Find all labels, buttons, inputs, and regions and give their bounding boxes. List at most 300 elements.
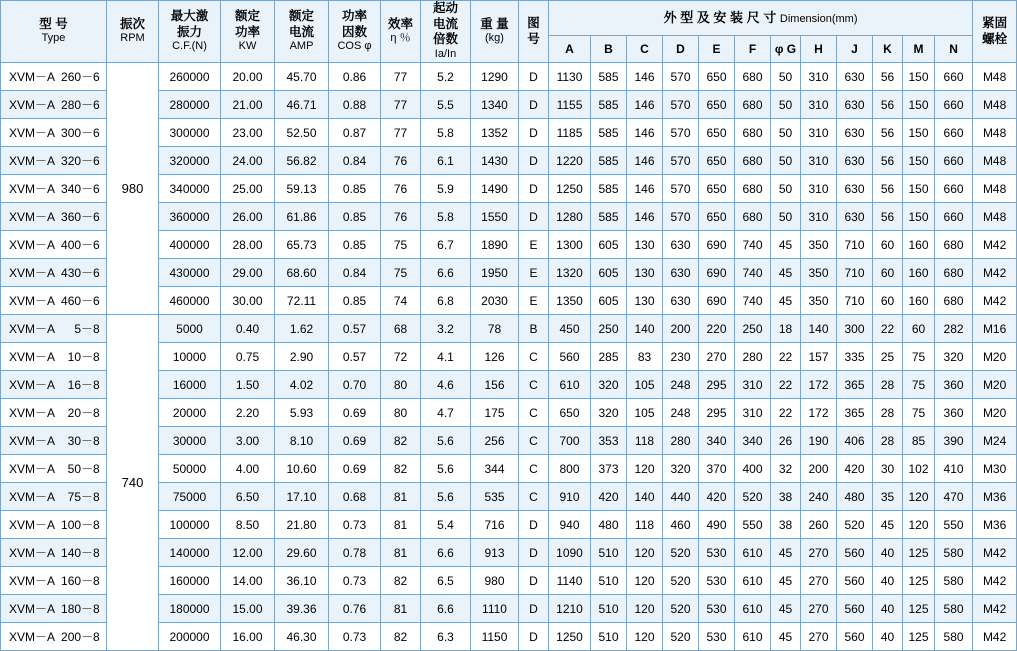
cell-dim-n: 470: [935, 483, 973, 511]
cell-efficiency: 74: [381, 287, 421, 315]
cell-dim-j: 335: [837, 343, 873, 371]
cell-dim-c: 118: [627, 427, 663, 455]
cell-centrifugal-force: 300000: [159, 119, 221, 147]
cell-power-factor: 0.78: [329, 539, 381, 567]
cell-bolt: M20: [973, 343, 1017, 371]
cell-type: XVM－A 20－8: [1, 399, 107, 427]
cell-start-current-ratio: 5.6: [421, 427, 471, 455]
cell-bolt: M36: [973, 511, 1017, 539]
cell-power: 0.40: [221, 315, 275, 343]
cell-dim-b: 320: [591, 399, 627, 427]
cell-figure: E: [519, 287, 549, 315]
cell-dim-b: 373: [591, 455, 627, 483]
cell-efficiency: 81: [381, 595, 421, 623]
cell-type: XVM－A 300－6: [1, 119, 107, 147]
cell-dim-f: 680: [735, 175, 771, 203]
cell-start-current-ratio: 4.7: [421, 399, 471, 427]
cell-dim-h: 157: [801, 343, 837, 371]
cell-current: 56.82: [275, 147, 329, 175]
cell-centrifugal-force: 320000: [159, 147, 221, 175]
cell-dim-b: 353: [591, 427, 627, 455]
cell-current: 39.36: [275, 595, 329, 623]
cell-dim-n: 660: [935, 147, 973, 175]
cell-centrifugal-force: 460000: [159, 287, 221, 315]
cell-dim-a: 1350: [549, 287, 591, 315]
cell-dim-f: 610: [735, 623, 771, 651]
cell-dim-b: 585: [591, 119, 627, 147]
cell-power-factor: 0.86: [329, 63, 381, 91]
cell-dim-m: 75: [903, 371, 935, 399]
cell-start-current-ratio: 6.6: [421, 595, 471, 623]
cell-dim-m: 150: [903, 147, 935, 175]
cell-weight: 256: [471, 427, 519, 455]
cell-weight: 1430: [471, 147, 519, 175]
cell-dim-e: 650: [699, 63, 735, 91]
cell-dim-h: 200: [801, 455, 837, 483]
cell-power: 16.00: [221, 623, 275, 651]
cell-dim-m: 125: [903, 539, 935, 567]
cell-dim-e: 530: [699, 539, 735, 567]
cell-type: XVM－A 200－8: [1, 623, 107, 651]
cell-efficiency: 77: [381, 63, 421, 91]
cell-dim-g: 26: [771, 427, 801, 455]
cell-dim-a: 1280: [549, 203, 591, 231]
cell-weight: 1550: [471, 203, 519, 231]
cell-dim-a: 700: [549, 427, 591, 455]
cell-dim-a: 1155: [549, 91, 591, 119]
cell-power: 26.00: [221, 203, 275, 231]
cell-dim-h: 240: [801, 483, 837, 511]
cell-dim-f: 740: [735, 287, 771, 315]
cell-figure: D: [519, 175, 549, 203]
cell-bolt: M48: [973, 175, 1017, 203]
cell-power: 1.50: [221, 371, 275, 399]
cell-weight: 175: [471, 399, 519, 427]
cell-figure: D: [519, 623, 549, 651]
cell-power-factor: 0.68: [329, 483, 381, 511]
cell-dim-e: 270: [699, 343, 735, 371]
cell-dim-k: 56: [873, 147, 903, 175]
cell-type: XVM－A 50－8: [1, 455, 107, 483]
cell-dim-m: 150: [903, 91, 935, 119]
cell-efficiency: 80: [381, 399, 421, 427]
cell-power-factor: 0.85: [329, 203, 381, 231]
cell-efficiency: 81: [381, 511, 421, 539]
cell-dim-g: 50: [771, 119, 801, 147]
cell-power: 12.00: [221, 539, 275, 567]
cell-dim-j: 560: [837, 539, 873, 567]
cell-current: 72.11: [275, 287, 329, 315]
cell-start-current-ratio: 6.3: [421, 623, 471, 651]
cell-dim-k: 60: [873, 287, 903, 315]
cell-dim-k: 22: [873, 315, 903, 343]
cell-current: 1.62: [275, 315, 329, 343]
cell-figure: D: [519, 63, 549, 91]
cell-dim-n: 550: [935, 511, 973, 539]
cell-type: XVM－A 460－6: [1, 287, 107, 315]
cell-dim-f: 680: [735, 119, 771, 147]
dim-col-h: H: [801, 36, 837, 63]
cell-dim-g: 50: [771, 203, 801, 231]
cell-type: XVM－A 75－8: [1, 483, 107, 511]
cell-dim-j: 365: [837, 399, 873, 427]
cell-centrifugal-force: 75000: [159, 483, 221, 511]
cell-dim-k: 40: [873, 595, 903, 623]
cell-dim-d: 630: [663, 259, 699, 287]
cell-efficiency: 76: [381, 175, 421, 203]
dim-col-d: D: [663, 36, 699, 63]
cell-dim-g: 18: [771, 315, 801, 343]
cell-dim-d: 248: [663, 399, 699, 427]
cell-bolt: M42: [973, 567, 1017, 595]
cell-type: XVM－A 100－8: [1, 511, 107, 539]
cell-dim-m: 160: [903, 287, 935, 315]
cell-dim-d: 570: [663, 203, 699, 231]
cell-dim-j: 300: [837, 315, 873, 343]
cell-power-factor: 0.57: [329, 315, 381, 343]
cell-dim-j: 630: [837, 119, 873, 147]
dim-col-a: A: [549, 36, 591, 63]
cell-dim-m: 102: [903, 455, 935, 483]
cell-dim-f: 340: [735, 427, 771, 455]
cell-power-factor: 0.69: [329, 399, 381, 427]
cell-dim-c: 146: [627, 119, 663, 147]
cell-efficiency: 81: [381, 539, 421, 567]
cell-dim-d: 460: [663, 511, 699, 539]
cell-figure: C: [519, 427, 549, 455]
cell-dim-m: 160: [903, 231, 935, 259]
cell-type: XVM－A 320－6: [1, 147, 107, 175]
cell-current: 21.80: [275, 511, 329, 539]
cell-dim-f: 680: [735, 91, 771, 119]
cell-dim-a: 1250: [549, 623, 591, 651]
cell-efficiency: 80: [381, 371, 421, 399]
cell-power: 2.20: [221, 399, 275, 427]
cell-dim-c: 140: [627, 315, 663, 343]
cell-power-factor: 0.85: [329, 287, 381, 315]
cell-dim-d: 440: [663, 483, 699, 511]
cell-dim-g: 22: [771, 399, 801, 427]
cell-power-factor: 0.69: [329, 455, 381, 483]
cell-dim-h: 270: [801, 595, 837, 623]
dim-col-k: K: [873, 36, 903, 63]
cell-dim-h: 172: [801, 371, 837, 399]
cell-start-current-ratio: 5.8: [421, 119, 471, 147]
cell-dim-j: 630: [837, 147, 873, 175]
cell-start-current-ratio: 6.1: [421, 147, 471, 175]
cell-dim-c: 105: [627, 371, 663, 399]
cell-dim-e: 370: [699, 455, 735, 483]
cell-dim-j: 630: [837, 63, 873, 91]
cell-bolt: M48: [973, 91, 1017, 119]
cell-dim-h: 260: [801, 511, 837, 539]
cell-dim-e: 530: [699, 623, 735, 651]
cell-type: XVM－A 280－6: [1, 91, 107, 119]
cell-bolt: M30: [973, 455, 1017, 483]
cell-start-current-ratio: 5.9: [421, 175, 471, 203]
cell-bolt: M20: [973, 399, 1017, 427]
cell-dim-b: 585: [591, 175, 627, 203]
cell-start-current-ratio: 4.1: [421, 343, 471, 371]
col-power-factor: 功率 因数 COS φ: [329, 1, 381, 63]
cell-dim-c: 130: [627, 287, 663, 315]
cell-dim-e: 295: [699, 399, 735, 427]
cell-dim-n: 660: [935, 175, 973, 203]
cell-dim-k: 40: [873, 539, 903, 567]
cell-dim-f: 310: [735, 399, 771, 427]
cell-dim-d: 520: [663, 539, 699, 567]
cell-dim-e: 490: [699, 511, 735, 539]
cell-centrifugal-force: 10000: [159, 343, 221, 371]
cell-figure: C: [519, 483, 549, 511]
cell-dim-f: 740: [735, 231, 771, 259]
cell-bolt: M16: [973, 315, 1017, 343]
cell-dim-c: 120: [627, 539, 663, 567]
cell-current: 10.60: [275, 455, 329, 483]
cell-dim-e: 650: [699, 175, 735, 203]
cell-dim-j: 560: [837, 567, 873, 595]
cell-power: 24.00: [221, 147, 275, 175]
cell-dim-f: 250: [735, 315, 771, 343]
cell-centrifugal-force: 5000: [159, 315, 221, 343]
cell-power-factor: 0.73: [329, 623, 381, 651]
cell-dim-h: 190: [801, 427, 837, 455]
cell-power: 29.00: [221, 259, 275, 287]
cell-current: 45.70: [275, 63, 329, 91]
cell-dim-b: 605: [591, 287, 627, 315]
cell-dim-n: 680: [935, 231, 973, 259]
cell-power-factor: 0.76: [329, 595, 381, 623]
cell-dim-g: 22: [771, 343, 801, 371]
cell-centrifugal-force: 260000: [159, 63, 221, 91]
cell-dim-m: 75: [903, 399, 935, 427]
cell-dim-b: 285: [591, 343, 627, 371]
cell-bolt: M24: [973, 427, 1017, 455]
cell-dim-a: 1320: [549, 259, 591, 287]
cell-weight: 344: [471, 455, 519, 483]
cell-power: 6.50: [221, 483, 275, 511]
cell-type: XVM－A 400－6: [1, 231, 107, 259]
cell-dim-h: 270: [801, 567, 837, 595]
cell-figure: D: [519, 147, 549, 175]
cell-dim-a: 800: [549, 455, 591, 483]
cell-dim-e: 650: [699, 147, 735, 175]
dim-col-f: F: [735, 36, 771, 63]
cell-dim-h: 310: [801, 63, 837, 91]
cell-dim-n: 660: [935, 91, 973, 119]
cell-dim-k: 25: [873, 343, 903, 371]
cell-type: XVM－A 140－8: [1, 539, 107, 567]
cell-efficiency: 76: [381, 203, 421, 231]
cell-weight: 156: [471, 371, 519, 399]
cell-power: 23.00: [221, 119, 275, 147]
cell-start-current-ratio: 4.6: [421, 371, 471, 399]
cell-bolt: M42: [973, 287, 1017, 315]
cell-power-factor: 0.70: [329, 371, 381, 399]
cell-dim-b: 510: [591, 539, 627, 567]
col-dimension-group: 外 型 及 安 装 尺 寸 Dimension(mm): [549, 1, 973, 36]
cell-efficiency: 82: [381, 623, 421, 651]
cell-current: 5.93: [275, 399, 329, 427]
cell-dim-f: 680: [735, 63, 771, 91]
cell-dim-j: 406: [837, 427, 873, 455]
cell-dim-k: 56: [873, 119, 903, 147]
cell-dim-e: 530: [699, 595, 735, 623]
cell-dim-c: 146: [627, 175, 663, 203]
cell-weight: 1290: [471, 63, 519, 91]
cell-bolt: M48: [973, 119, 1017, 147]
cell-rpm: 980: [107, 63, 159, 315]
cell-dim-a: 1185: [549, 119, 591, 147]
cell-weight: 980: [471, 567, 519, 595]
cell-dim-j: 365: [837, 371, 873, 399]
cell-dim-n: 282: [935, 315, 973, 343]
dim-col-m: M: [903, 36, 935, 63]
cell-efficiency: 82: [381, 427, 421, 455]
cell-dim-c: 130: [627, 231, 663, 259]
cell-dim-m: 150: [903, 175, 935, 203]
cell-dim-b: 605: [591, 231, 627, 259]
cell-dim-h: 310: [801, 91, 837, 119]
cell-efficiency: 82: [381, 455, 421, 483]
cell-dim-b: 605: [591, 259, 627, 287]
cell-type: XVM－A 260－6: [1, 63, 107, 91]
cell-dim-n: 660: [935, 63, 973, 91]
cell-dim-g: 32: [771, 455, 801, 483]
dim-col-g: φ G: [771, 36, 801, 63]
table-body: [1, 63, 1017, 651]
cell-dim-j: 710: [837, 287, 873, 315]
cell-power-factor: 0.88: [329, 91, 381, 119]
cell-dim-d: 570: [663, 119, 699, 147]
cell-dim-b: 250: [591, 315, 627, 343]
cell-dim-e: 295: [699, 371, 735, 399]
cell-bolt: M42: [973, 595, 1017, 623]
cell-power-factor: 0.84: [329, 147, 381, 175]
cell-start-current-ratio: 6.7: [421, 231, 471, 259]
cell-current: 46.71: [275, 91, 329, 119]
cell-type: XVM－A 180－8: [1, 595, 107, 623]
cell-type: XVM－A 360－6: [1, 203, 107, 231]
cell-figure: E: [519, 259, 549, 287]
col-efficiency: 效率 η ％: [381, 1, 421, 63]
cell-current: 2.90: [275, 343, 329, 371]
cell-power: 21.00: [221, 91, 275, 119]
cell-dim-h: 270: [801, 623, 837, 651]
cell-weight: 1890: [471, 231, 519, 259]
cell-centrifugal-force: 180000: [159, 595, 221, 623]
cell-dim-m: 160: [903, 259, 935, 287]
cell-dim-j: 480: [837, 483, 873, 511]
cell-dim-n: 660: [935, 119, 973, 147]
cell-current: 68.60: [275, 259, 329, 287]
cell-dim-e: 690: [699, 231, 735, 259]
cell-power-factor: 0.73: [329, 567, 381, 595]
cell-dim-b: 480: [591, 511, 627, 539]
cell-dim-d: 248: [663, 371, 699, 399]
cell-dim-k: 45: [873, 511, 903, 539]
dim-col-n: N: [935, 36, 973, 63]
cell-centrifugal-force: 20000: [159, 399, 221, 427]
cell-current: 46.30: [275, 623, 329, 651]
cell-dim-c: 140: [627, 483, 663, 511]
cell-power: 28.00: [221, 231, 275, 259]
cell-centrifugal-force: 400000: [159, 231, 221, 259]
cell-dim-e: 650: [699, 119, 735, 147]
cell-bolt: M36: [973, 483, 1017, 511]
cell-dim-h: 350: [801, 231, 837, 259]
cell-dim-h: 140: [801, 315, 837, 343]
cell-efficiency: 77: [381, 91, 421, 119]
cell-dim-g: 45: [771, 567, 801, 595]
cell-dim-h: 350: [801, 287, 837, 315]
cell-dim-c: 130: [627, 259, 663, 287]
cell-dim-j: 630: [837, 175, 873, 203]
cell-dim-a: 940: [549, 511, 591, 539]
cell-centrifugal-force: 50000: [159, 455, 221, 483]
cell-dim-h: 310: [801, 119, 837, 147]
cell-dim-m: 60: [903, 315, 935, 343]
cell-power: 0.75: [221, 343, 275, 371]
cell-dim-g: 50: [771, 91, 801, 119]
cell-centrifugal-force: 100000: [159, 511, 221, 539]
cell-dim-a: 1250: [549, 175, 591, 203]
cell-dim-h: 270: [801, 539, 837, 567]
cell-dim-k: 28: [873, 427, 903, 455]
cell-dim-k: 60: [873, 231, 903, 259]
cell-figure: D: [519, 119, 549, 147]
cell-dim-k: 56: [873, 63, 903, 91]
cell-start-current-ratio: 5.6: [421, 455, 471, 483]
cell-dim-m: 125: [903, 623, 935, 651]
dim-col-e: E: [699, 36, 735, 63]
cell-current: 59.13: [275, 175, 329, 203]
cell-figure: C: [519, 455, 549, 483]
cell-current: 61.86: [275, 203, 329, 231]
cell-dim-g: 45: [771, 623, 801, 651]
dim-col-c: C: [627, 36, 663, 63]
col-power: 额定 功率 KW: [221, 1, 275, 63]
cell-power-factor: 0.84: [329, 259, 381, 287]
cell-power-factor: 0.73: [329, 511, 381, 539]
cell-start-current-ratio: 6.5: [421, 567, 471, 595]
cell-dim-a: 450: [549, 315, 591, 343]
cell-dim-d: 280: [663, 427, 699, 455]
cell-power-factor: 0.57: [329, 343, 381, 371]
cell-current: 4.02: [275, 371, 329, 399]
cell-power: 20.00: [221, 63, 275, 91]
cell-figure: D: [519, 567, 549, 595]
cell-start-current-ratio: 5.6: [421, 483, 471, 511]
cell-dim-g: 38: [771, 511, 801, 539]
cell-figure: D: [519, 91, 549, 119]
cell-dim-k: 56: [873, 175, 903, 203]
cell-dim-g: 45: [771, 539, 801, 567]
cell-dim-d: 230: [663, 343, 699, 371]
cell-dim-h: 172: [801, 399, 837, 427]
cell-centrifugal-force: 30000: [159, 427, 221, 455]
table-row: [1, 315, 1017, 343]
cell-dim-n: 580: [935, 623, 973, 651]
cell-dim-g: 50: [771, 147, 801, 175]
cell-dim-b: 510: [591, 623, 627, 651]
cell-dim-m: 150: [903, 63, 935, 91]
cell-dim-a: 650: [549, 399, 591, 427]
cell-dim-m: 125: [903, 567, 935, 595]
cell-power-factor: 0.85: [329, 231, 381, 259]
cell-bolt: M48: [973, 147, 1017, 175]
cell-efficiency: 77: [381, 119, 421, 147]
